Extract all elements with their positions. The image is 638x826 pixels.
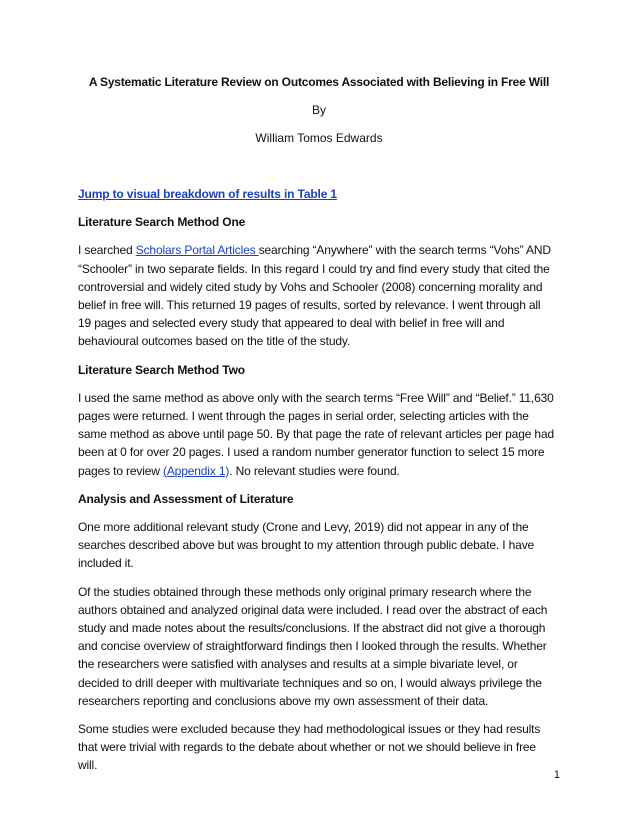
- page-number: 1: [553, 769, 560, 781]
- scholars-portal-link[interactable]: Scholars Portal Articles: [135, 243, 259, 258]
- section-heading-analysis: Analysis and Assessment of Literature: [78, 491, 294, 506]
- paragraph-analysis-2: Of the studies obtained through these methods only original primary research where the authors obtained and analyzed original data were included. I read over the abstract of each study and made notes about the results/conclusions. If the abstract did not give a thorough and concise overview of straightforward findings then I looked through the results. Whether the researchers were satisfied with analyses and results at a simple bivariate level, or decided to drill deeper with multivariate techniques and so on, I would always privilege the researchers reporting and conclusions above my own assessment of their data.: [78, 584, 548, 708]
- author-name: William Tomos Edwards: [255, 131, 383, 145]
- paragraph-method-one: [78, 241, 556, 350]
- paragraph-analysis-3: Some studies were excluded because they had methodological issues or they had results that were trivial with regards to the debate about whether or not we should believe in free will.: [78, 722, 541, 773]
- text-segment: . No relevant studies were found.: [229, 463, 400, 478]
- section-heading-method-two: Literature Search Method Two: [78, 362, 245, 377]
- document-body: [78, 185, 556, 785]
- byline-by: By: [311, 103, 326, 117]
- paragraph-analysis-1: One more additional relevant study (Crone and Levy, 2019) did not appear in any of the searches described above but was brought to my attention through public debate. I have included it.: [78, 520, 535, 571]
- jump-to-table-link[interactable]: Jump to visual breakdown of results in Table 1: [78, 187, 337, 201]
- section-heading-method-one: Literature Search Method One: [78, 215, 246, 230]
- text-segment: searching “Anywhere” with the search terms “Vohs” AND “Schooler” in two separate fields. In this regard I could try and find every study that cited the controversial and widely cited study by Vohs and Schooler (2008) concerning morality and belief in free will. This returned 19 pages of results, sorted by relevance. I went through all 19 pages and selected every study that appeared to deal with belief in free will and behavioural outcomes based on the title of the study.: [78, 243, 551, 349]
- document-title: A Systematic Literature Review on Outcomes Associated with Believing in Free Will: [88, 75, 550, 89]
- text-segment: I searched: [78, 243, 136, 258]
- text-segment: I used the same method as above only with the search terms “Free Will” and “Belief.” 11,630 pages were returned. I went through the pages in serial order, selecting articles with the same method as above until page 50. By that page the rate of relevant articles per page had been at 0 for over 20 pages. I used a random number generator function to select 15 more pages to review: [78, 390, 555, 478]
- paragraph-method-two: [78, 389, 556, 480]
- appendix-1-link[interactable]: (Appendix 1): [162, 463, 230, 478]
